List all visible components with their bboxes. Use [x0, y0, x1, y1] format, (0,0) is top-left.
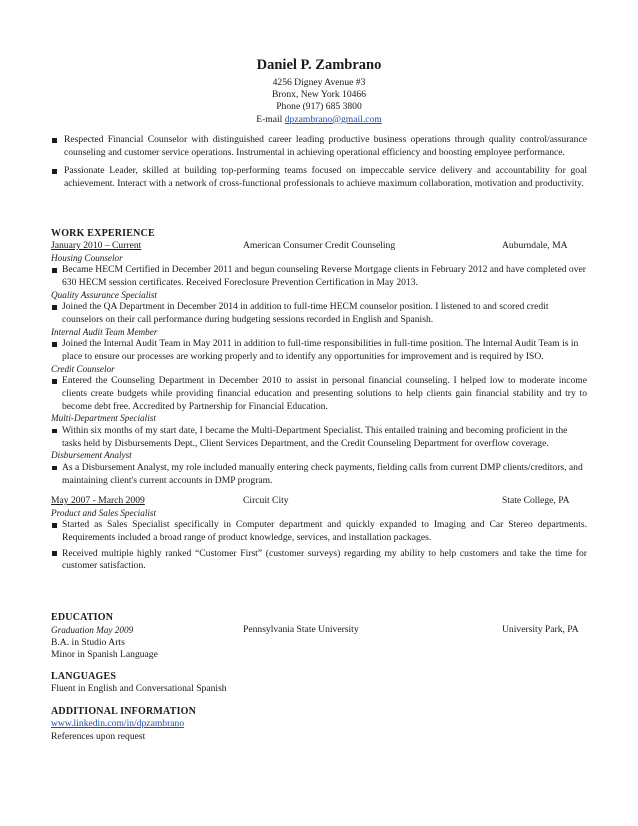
additional-info-heading: ADDITIONAL INFORMATION	[51, 706, 197, 717]
role-bullet: Within six months of my start date, I became the Multi-Department Specialist. This entailed training and becoming proficient in the tasks held by Disbursements Dept., Client Services Department, and the Credit Counseling Department for overflow coverage.	[51, 425, 587, 450]
school-name: Pennsylvania State University	[243, 624, 359, 635]
role-title: Multi-Department Specialist	[51, 413, 156, 424]
role-bullet: Started as Sales Specialist specifically in Computer department and quickly expanded to Imaging and Car Stereo departments. Requirements included a broad range of product knowledge, services, and installation packages.	[51, 519, 587, 544]
school-location: University Park, PA	[502, 624, 579, 635]
education-section	[51, 611, 587, 662]
job-2-dates: May 2007 - March 2009	[51, 495, 145, 507]
references-text: References upon request	[51, 730, 146, 742]
role-bullet: Joined the QA Department in December 2014 in addition to full-time HECM counselor position. I listened to and scored credit counselors on their call performance during budgeting sessions recorded in English and Spanish.	[51, 301, 587, 326]
work-experience-heading: WORK EXPERIENCE	[51, 228, 155, 239]
job-2-header	[51, 495, 587, 508]
minor: Minor in Spanish Language	[51, 649, 158, 661]
summary-section	[51, 134, 587, 196]
role-bullet: Joined the Internal Audit Team in May 2011 in addition to full-time responsibilities in full-time position. The Internal Audit Team is in place to ensure our processes are working properly and to identify any opportunities for improvement and is required by ISO.	[51, 338, 587, 363]
linkedin-link[interactable]: www.linkedin.com/in/dpzambrano	[51, 718, 185, 729]
role-title: Quality Assurance Specialist	[51, 289, 157, 300]
role-title: Product and Sales Specialist	[51, 507, 157, 518]
candidate-name: Daniel P. Zambrano	[256, 57, 382, 73]
degree: B.A. in Studio Arts	[51, 636, 125, 648]
job-1-header	[51, 240, 587, 253]
job-1-dates: January 2010 – Current	[51, 240, 142, 251]
email-link[interactable]: dpzambrano@gmail.com	[284, 113, 382, 125]
summary-bullet-2: Passionate Leader, skilled at building top-performing teams focused on impeccable service delivery and accountability for goal achievement. Interact with a network of cross-functional professionals to achieve maximum collaboration, motivation and productivity.	[51, 165, 587, 190]
role-bullet: Entered the Counseling Department in December 2010 to assist in personal financial counseling. I helped low to moderate income clients create budgets while providing financial education and presenting solutions to help clients gain financial stability and try to become debt free. Accredited by Partnership for Financial Education.	[51, 375, 587, 413]
additional-info-section	[51, 705, 587, 743]
work-experience-section	[51, 227, 587, 573]
job-2-company: Circuit City	[243, 495, 289, 507]
job-2-location: State College, PA	[502, 495, 570, 507]
role-title: Credit Counselor	[51, 363, 115, 374]
contact-header	[0, 56, 638, 126]
role-bullet: Received multiple highly ranked “Customer First” (customer surveys) regarding my ability to help customers and take the time for customer satisfaction.	[51, 548, 587, 573]
role-bullet: Became HECM Certified in December 2011 and begun counseling Reverse Mortgage clients in February 2012 and have completed over 630 HECM session certificates. Received Foreclosure Prevention Certification in May 2013.	[51, 264, 587, 289]
languages-text: Fluent in English and Conversational Spanish	[51, 683, 227, 694]
languages-heading: LANGUAGES	[51, 671, 117, 682]
languages-section	[51, 670, 587, 696]
role-bullet: As a Disbursement Analyst, my role included manually entering check payments, fielding calls from current DMP clients/creditors, and maintaining client's current accounts in DMP program.	[51, 462, 587, 487]
job-1-location: Auburndale, MA	[502, 240, 568, 251]
phone-number: Phone (917) 685 3800	[276, 101, 362, 113]
role-title: Disbursement Analyst	[51, 450, 132, 461]
education-heading: EDUCATION	[51, 612, 114, 623]
education-header	[51, 624, 587, 637]
email-line	[0, 114, 638, 126]
graduation-date: Graduation May 2009	[51, 625, 134, 635]
summary-bullet-1: Respected Financial Counselor with distinguished career leading productive business operations through quality control/assurance counseling and customer service operations. Instrumental in achieving operational efficiency and boosting employee performance.	[51, 134, 587, 159]
email-label: E-mail	[256, 113, 283, 125]
role-title: Internal Audit Team Member	[51, 326, 158, 337]
address-line-2: Bronx, New York 10466	[271, 89, 367, 101]
job-1-company: American Consumer Credit Counseling	[243, 240, 396, 251]
address-line-1: 4256 Digney Avenue #3	[272, 77, 366, 88]
role-title: Housing Counselor	[51, 252, 123, 263]
spacer	[51, 487, 587, 495]
